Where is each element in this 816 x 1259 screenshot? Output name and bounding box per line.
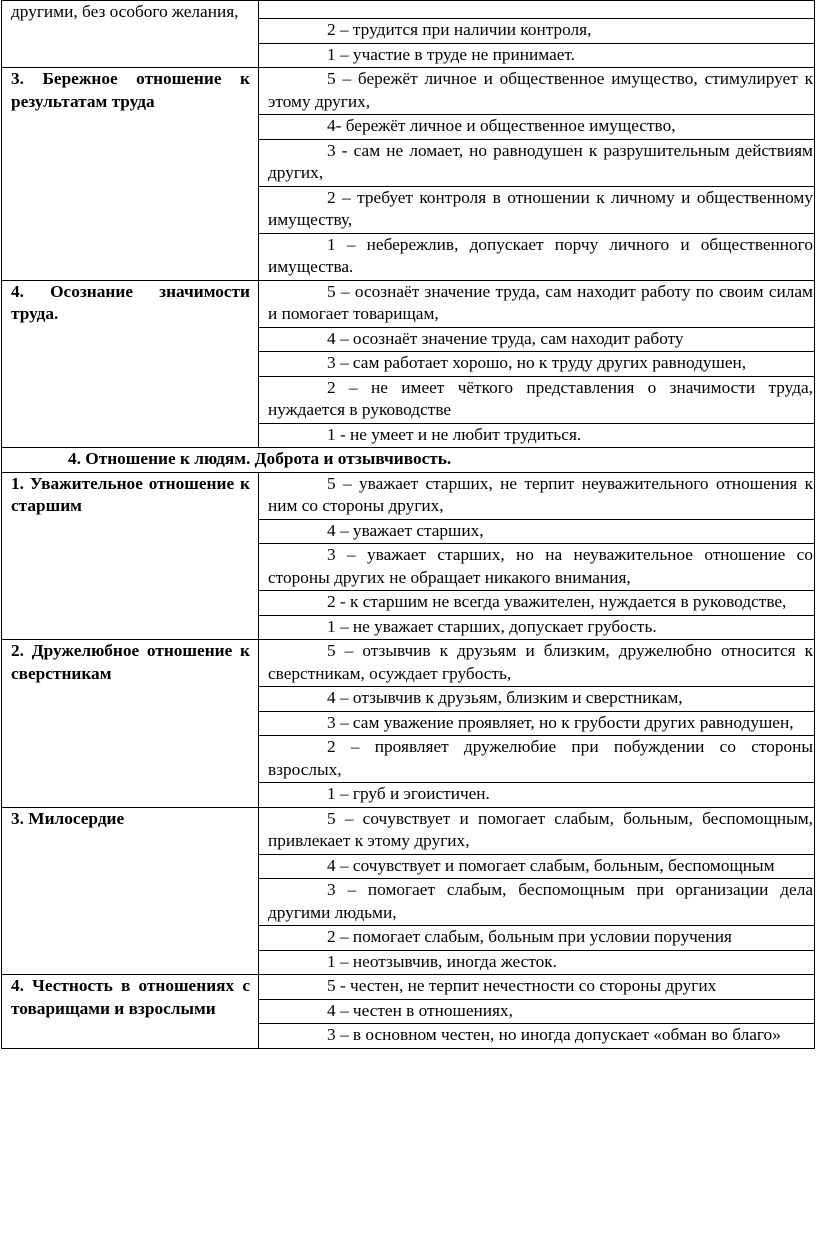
section-heading: 4. Отношение к людям. Доброта и отзывчивость. [2, 448, 815, 473]
level-description-cell [259, 926, 815, 951]
level-description: 3 - сам не ломает, но равнодушен к разрушительным действиям других, [268, 140, 813, 182]
criterion-level-row [2, 975, 815, 1000]
level-description: 1 – участие в труде не принимает. [327, 44, 575, 64]
level-description: 5 – сочувствует и помогает слабым, больным, беспомощным, привлекает к этому других, [268, 808, 813, 850]
level-description: 5 – отзывчив к друзьям и близким, дружелюбно относится к сверстникам, осуждает грубость, [268, 641, 813, 683]
level-description-cell [259, 376, 815, 423]
level-description: 2 – проявляет дружелюбие при побуждении со стороны взрослых, [268, 737, 813, 779]
level-description-cell [259, 591, 815, 616]
level-description: 1 – неотзывчив, иногда жесток. [327, 951, 558, 971]
level-description-cell [259, 43, 815, 68]
level-description: 2 – не имеет чёткого представления о значимости труда, нуждается в руководстве [268, 377, 813, 419]
level-description-cell [259, 352, 815, 377]
level-description-cell [259, 783, 815, 808]
level-description: 1 - не умеет и не любит трудиться. [327, 424, 582, 444]
criterion-level-row [2, 68, 815, 115]
criterion-title: 3. Бережное отношение к результатам труда [11, 69, 250, 111]
level-description-cell [259, 615, 815, 640]
level-description-cell [259, 472, 815, 519]
level-description: 4 – уважает старших, [327, 520, 484, 540]
level-description: 2 – помогает слабым, больным при условии поручения [327, 927, 732, 946]
level-description-cell [259, 519, 815, 544]
level-description-cell [259, 950, 815, 975]
level-description: 3 – в основном честен, но иногда допускает «обман во благо» [327, 1025, 781, 1044]
level-description-cell [259, 736, 815, 783]
assessment-criteria-table [1, 0, 815, 1049]
section-row [2, 448, 815, 473]
criterion-title: 3. Милосердие [11, 808, 125, 828]
level-description: 1 – не уважает старших, допускает грубость. [327, 616, 657, 636]
criterion-cell [2, 472, 259, 640]
criterion-cell [2, 1, 259, 68]
criterion-title: 4. Осознание значимости труда. [11, 281, 250, 323]
level-description-cell [259, 975, 815, 1000]
level-description-cell [259, 327, 815, 352]
criterion-cell [2, 68, 259, 281]
level-description [268, 1, 813, 17]
level-description: 4 – осознаёт значение труда, сам находит работу [327, 328, 684, 348]
level-description-cell [259, 19, 815, 44]
criterion-level-row [2, 280, 815, 327]
level-description: 4 – отзывчив к друзьям, близким и сверстникам, [327, 688, 683, 707]
level-description-cell [259, 233, 815, 280]
level-description-cell [259, 423, 815, 448]
level-description: 2 – трудится при наличии контроля, [327, 20, 592, 39]
level-description: 2 – требует контроля в отношении к личному и общественному имуществу, [268, 187, 813, 229]
criterion-title: 4. Честность в отношениях с товарищами и взрослыми [11, 976, 250, 1018]
criterion-title: другими, без особого желания, [11, 2, 239, 21]
criterion-cell [2, 640, 259, 808]
level-description: 4 – сочувствует и помогает слабым, больным, беспомощным [327, 855, 775, 875]
level-description: 5 – уважает старших, не терпит неуважительного отношения к ним со стороны других, [268, 473, 813, 515]
level-description: 5 - честен, не терпит нечестности со стороны других [327, 976, 717, 995]
level-description-cell [259, 1, 815, 19]
level-description-cell [259, 115, 815, 140]
level-description-cell [259, 139, 815, 186]
level-description: 3 – уважает старших, но на неуважительное отношение со стороны других не обращает никакого внимания, [268, 545, 813, 587]
level-description: 4- бережёт личное и общественное имущество, [327, 116, 676, 135]
criterion-title: 2. Дружелюбное отношение к сверстникам [11, 641, 250, 683]
level-description-cell [259, 640, 815, 687]
criterion-level-row [2, 472, 815, 519]
level-description: 5 – осознаёт значение труда, сам находит работу по своим силам и помогает товарищам, [268, 281, 813, 323]
level-description: 4 – честен в отношениях, [327, 1000, 513, 1020]
level-description-cell [259, 68, 815, 115]
criterion-level-row [2, 1, 815, 19]
level-description-cell [259, 711, 815, 736]
level-description-cell [259, 999, 815, 1024]
criterion-level-row [2, 640, 815, 687]
level-description: 1 – груб и эгоистичен. [327, 784, 490, 803]
level-description-cell [259, 687, 815, 712]
level-description-cell [259, 280, 815, 327]
level-description: 3 – сам работает хорошо, но к труду других равнодушен, [327, 353, 747, 372]
level-description: 1 – небережлив, допускает порчу личного и общественного имущества. [268, 234, 813, 276]
level-description: 5 – бережёт личное и общественное имущество, стимулирует к этому других, [268, 69, 813, 111]
criterion-level-row [2, 807, 815, 854]
criterion-cell [2, 280, 259, 448]
level-description-cell [259, 879, 815, 926]
criterion-title: 1. Уважительное отношение к старшим [11, 473, 250, 515]
level-description-cell [259, 1024, 815, 1049]
criterion-cell [2, 975, 259, 1049]
level-description: 2 - к старшим не всегда уважителен, нуждается в руководстве, [327, 592, 787, 611]
level-description-cell [259, 544, 815, 591]
level-description-cell [259, 807, 815, 854]
level-description: 3 – сам уважение проявляет, но к грубости других равнодушен, [327, 712, 794, 732]
level-description: 3 – помогает слабым, беспомощным при организации дела другими людьми, [268, 880, 813, 922]
criterion-cell [2, 807, 259, 975]
level-description-cell [259, 854, 815, 879]
level-description-cell [259, 186, 815, 233]
